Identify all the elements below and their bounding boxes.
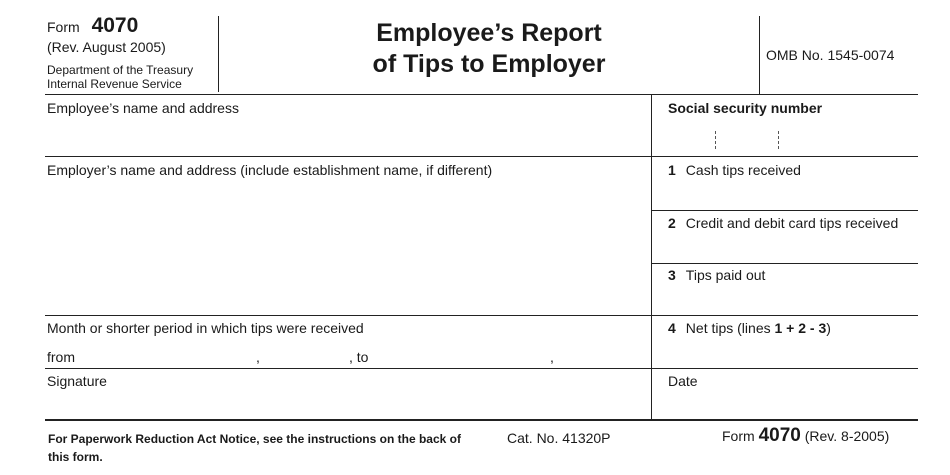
to-label: , to (349, 349, 369, 365)
footer-form-number: 4070 (758, 425, 801, 446)
row3-rule (45, 368, 918, 369)
paperwork-notice: For Paperwork Reduction Act Notice, see the instructions on the back of this form. (48, 432, 461, 464)
line-2-label: Credit and debit card tips received (685, 215, 899, 231)
line-4-label-b: 1 + 2 - 3 (774, 320, 827, 336)
employee-name-address: Employee’s name and address (47, 100, 239, 116)
form-number: 4070 (91, 14, 139, 37)
title-line-1: Employee’s Report (376, 19, 602, 47)
agency: Internal Revenue Service (47, 77, 182, 91)
form-id-block (47, 14, 138, 38)
period-comma-1: , (256, 349, 260, 365)
line-2-number: 2 (668, 215, 676, 231)
title-line-2: of Tips to Employer (372, 50, 606, 78)
period-label: Month or shorter period in which tips were received (47, 320, 364, 336)
line-3 (668, 267, 765, 283)
period-comma-2: , (550, 349, 554, 365)
row1-rule (45, 156, 918, 157)
signature-label: Signature (47, 373, 107, 389)
line2-rule (651, 263, 918, 264)
form-bottom-rule (45, 419, 918, 421)
department: Department of the Treasury (47, 63, 194, 77)
employer-name-address: Employer’s name and address (include establishment name, if different) (47, 162, 493, 178)
form-title (219, 18, 759, 80)
footer-revision: (Rev. 8-2005) (804, 428, 890, 444)
line1-rule (651, 210, 918, 211)
ssn-separator-1 (715, 131, 716, 149)
date-label: Date (668, 373, 698, 389)
from-label: from (47, 349, 75, 365)
line-4-label-a: Net tips (lines (685, 320, 775, 336)
line-2 (668, 215, 898, 231)
header-bottom-rule (45, 94, 918, 95)
body-divider (651, 95, 652, 420)
line-4 (668, 320, 831, 336)
line-3-label: Tips paid out (685, 267, 766, 283)
line-4-number: 4 (668, 320, 676, 336)
line-3-number: 3 (668, 267, 676, 283)
footer-form-id (722, 425, 889, 447)
omb-number: OMB No. 1545-0074 (766, 47, 895, 63)
form-prefix: Form (47, 19, 80, 35)
line-1 (668, 162, 801, 178)
header-divider-right (759, 16, 760, 94)
line-1-label: Cash tips received (685, 162, 801, 178)
form-revision: (Rev. August 2005) (47, 39, 166, 55)
row2-rule (45, 315, 918, 316)
line-4-label-c: ) (826, 320, 831, 336)
footer-form-prefix: Form (722, 428, 755, 444)
ssn-label: Social security number (668, 100, 823, 116)
line-1-number: 1 (668, 162, 676, 178)
ssn-separator-2 (778, 131, 779, 149)
catalog-number: Cat. No. 41320P (507, 430, 611, 446)
